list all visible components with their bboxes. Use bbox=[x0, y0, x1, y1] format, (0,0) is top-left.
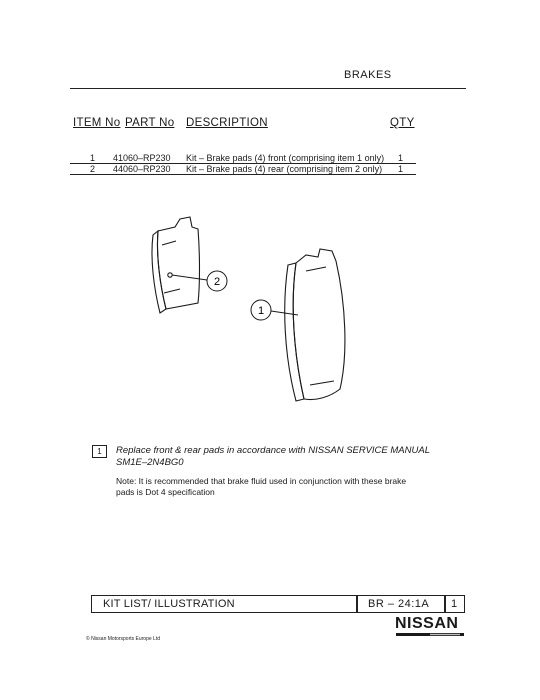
table-row bbox=[70, 164, 416, 175]
rear-brake-pad-drawing bbox=[152, 217, 200, 313]
header-rule bbox=[70, 88, 466, 89]
page-number: 1 bbox=[450, 598, 458, 610]
front-brake-pad-drawing bbox=[285, 249, 345, 401]
reference-code: BR – 24:1A bbox=[368, 598, 430, 610]
column-header-description: DESCRIPTION bbox=[186, 117, 268, 129]
callout-number: 2 bbox=[213, 276, 221, 288]
row-item-number: 1 bbox=[90, 153, 96, 163]
row-quantity: 1 bbox=[398, 153, 404, 163]
callout-number: 1 bbox=[257, 305, 265, 317]
service-instruction: Replace front & rear pads in accordance with NISSAN SERVICE MANUAL SM1E–2N4BG0 bbox=[116, 445, 430, 468]
callout-1 bbox=[251, 300, 298, 320]
footer-title: KIT LIST/ ILLUSTRATION bbox=[103, 598, 235, 610]
brake-fluid-note: Note: It is recommended that brake fluid used in conjunction with these brake pads is Dot 4 specification bbox=[116, 476, 407, 497]
brand-logo-bar bbox=[396, 633, 464, 636]
column-header-part: PART No bbox=[125, 117, 175, 129]
row-part-number: 44060–RP230 bbox=[113, 164, 171, 174]
row-quantity: 1 bbox=[398, 164, 404, 174]
section-title: BRAKES bbox=[344, 69, 392, 81]
brand-logo: NISSAN bbox=[395, 615, 459, 632]
row-description: Kit – Brake pads (4) rear (comprising item 2 only) bbox=[186, 164, 383, 174]
row-part-number: 41060–RP230 bbox=[113, 153, 171, 163]
copyright-notice: © Nissan Motorsports Europe Ltd bbox=[86, 636, 160, 642]
row-item-number: 2 bbox=[90, 164, 96, 174]
table-row bbox=[70, 153, 416, 164]
brake-pads-illustration bbox=[120, 205, 380, 415]
row-description: Kit – Brake pads (4) front (comprising item 1 only) bbox=[186, 153, 385, 163]
column-header-qty: QTY bbox=[390, 117, 415, 129]
note-number-box: 1 bbox=[92, 445, 107, 458]
column-header-item: ITEM No bbox=[73, 117, 121, 129]
